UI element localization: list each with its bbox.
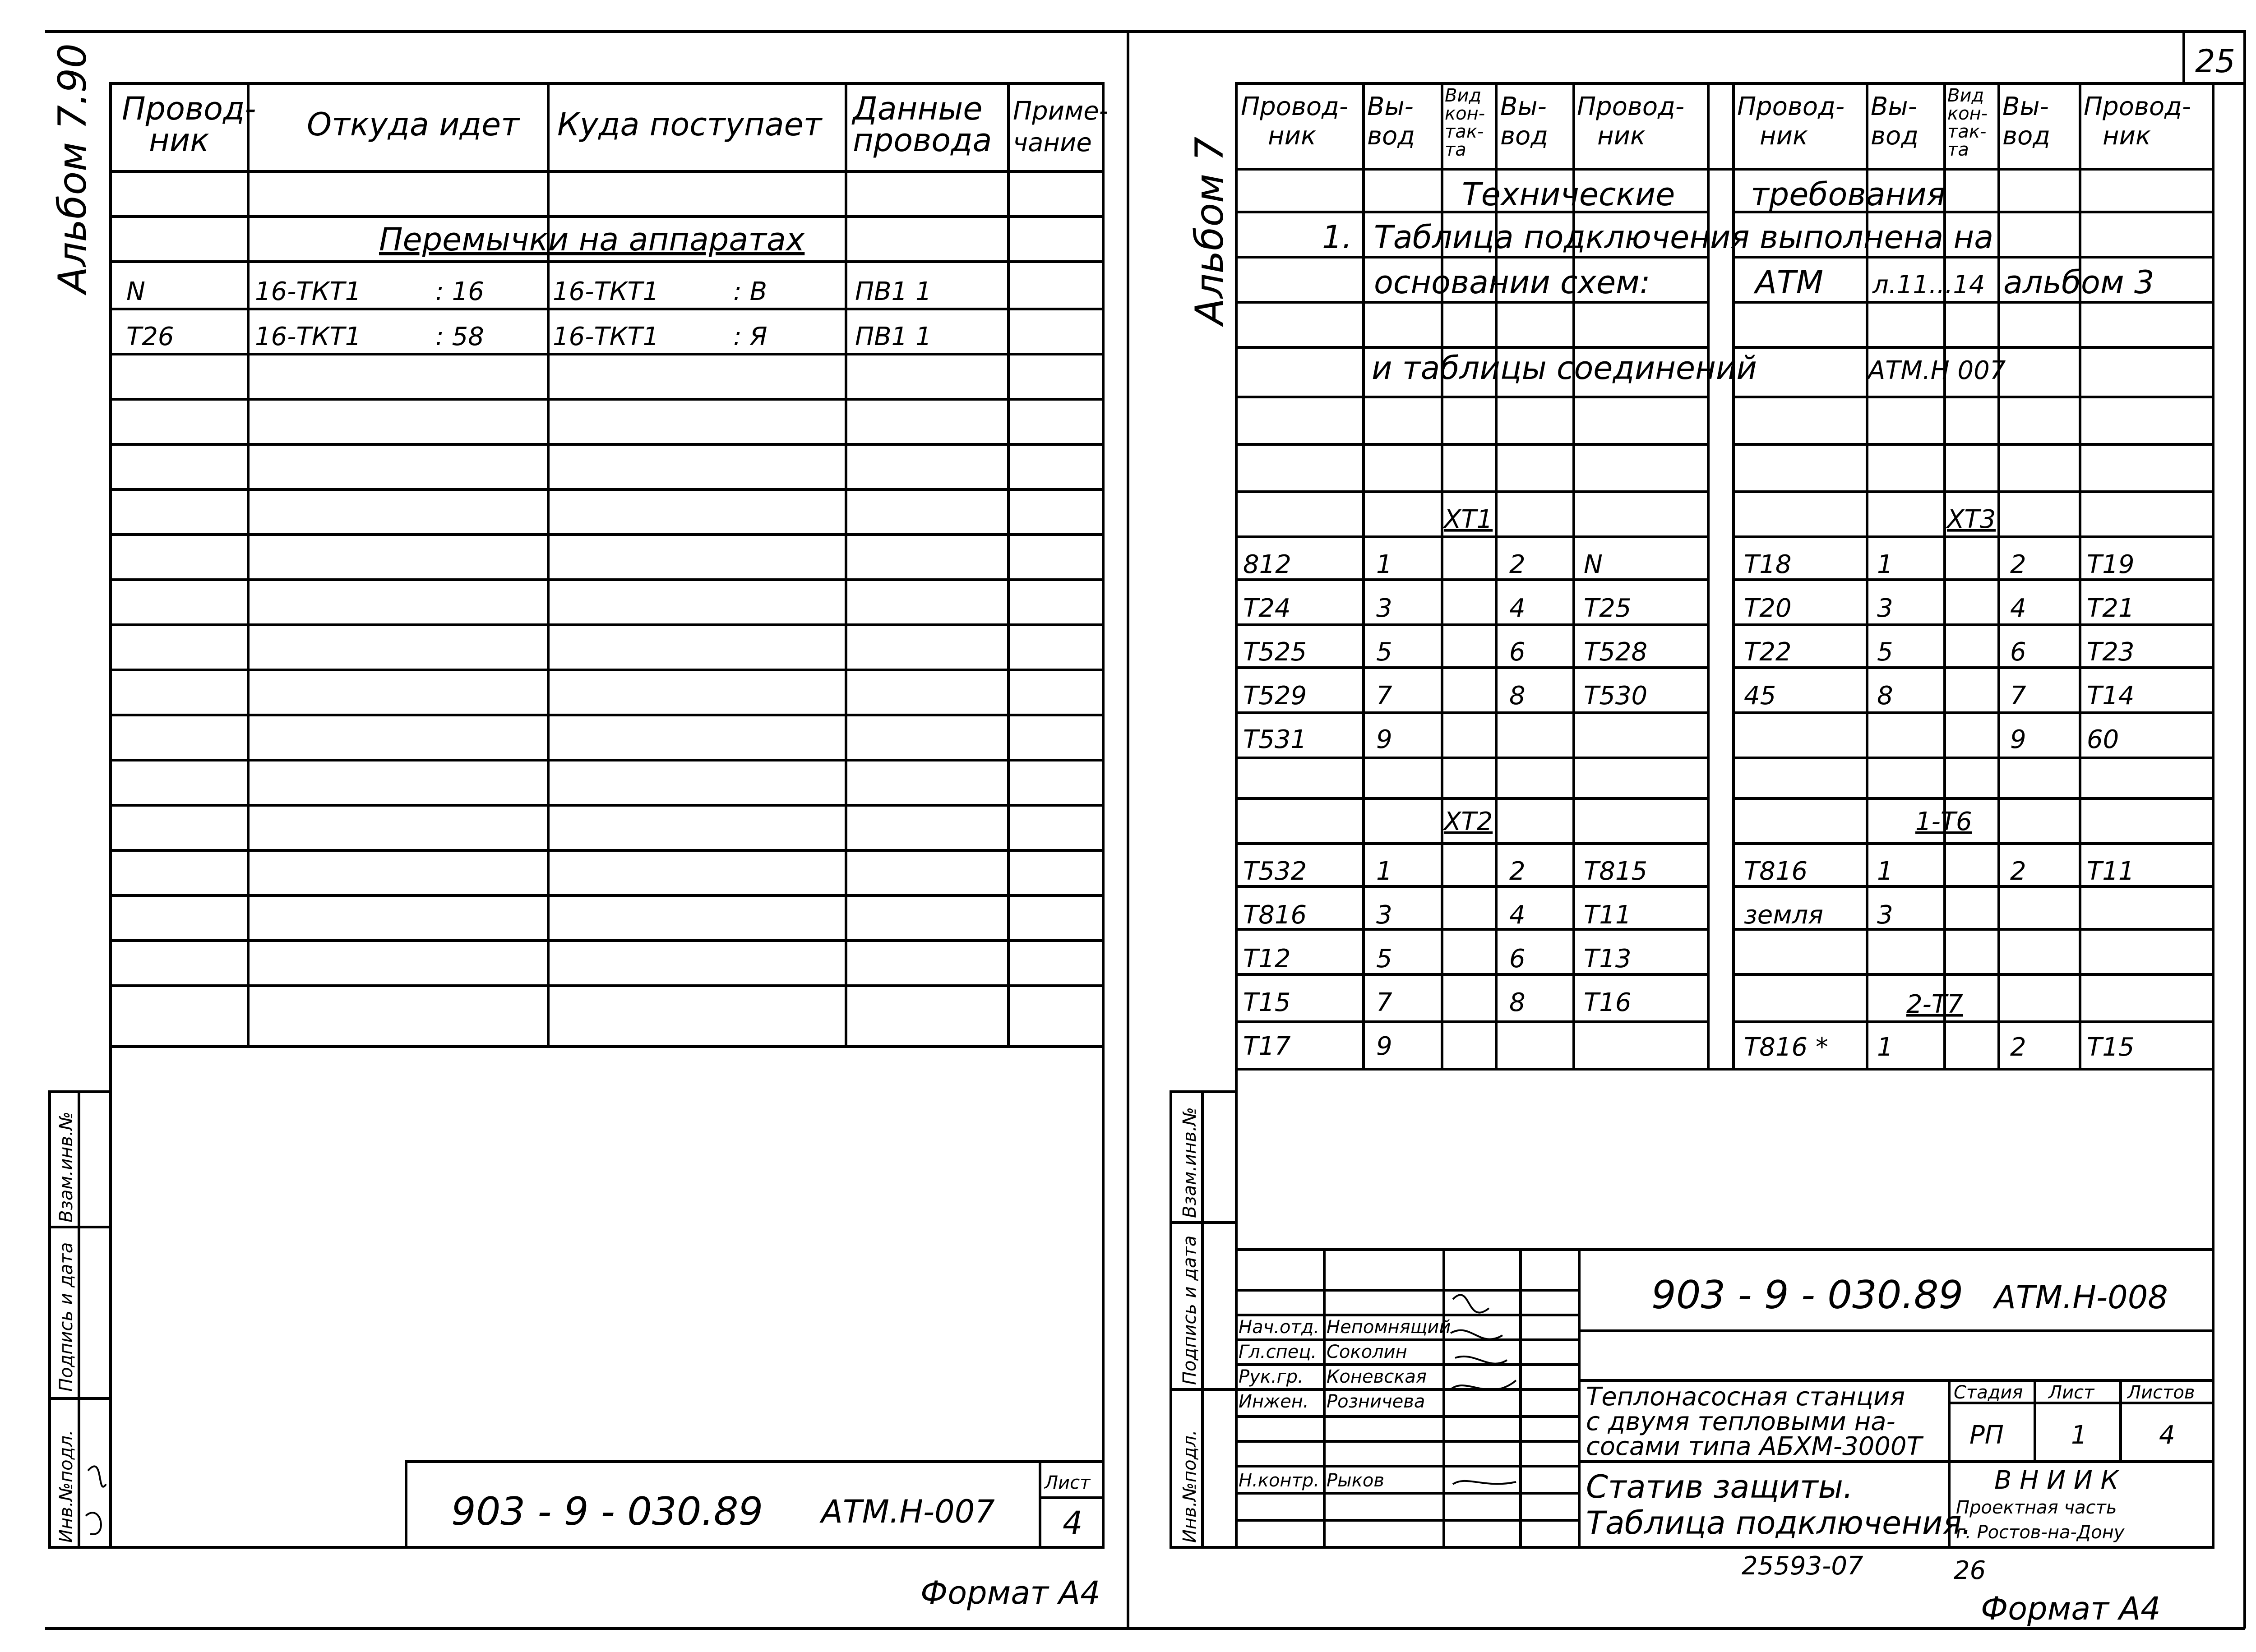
- project-title-2: с двумя тепловыми на-: [1586, 1407, 1895, 1436]
- right-format: Формат А4: [1981, 1590, 2161, 1627]
- right-page: [1171, 32, 2245, 1627]
- svg-text:чание: чание: [1013, 128, 1092, 157]
- req-line3a: и таблицы соединений: [1372, 350, 1757, 387]
- name-3: Коневская: [1327, 1366, 1427, 1387]
- xt3-r2-c4: Т21: [2087, 594, 2135, 623]
- svg-text:так-: так-: [1947, 121, 1987, 142]
- role-2: Гл.спец.: [1239, 1342, 1317, 1362]
- left-row-2-from-dev: 16-ТКТ1: [255, 322, 361, 351]
- req-line2a: основании схем:: [1374, 264, 1650, 301]
- left-header-wire: Провод-: [122, 90, 256, 127]
- svg-text:вод: вод: [1871, 121, 1919, 151]
- right-side-sign: Подпись и дата: [1179, 1235, 1200, 1385]
- svg-text:Вы-: Вы-: [1871, 92, 1917, 121]
- sheets-value: 4: [2159, 1421, 2175, 1450]
- left-side-inv: Инв.№подл.: [56, 1430, 77, 1543]
- xt3-r1-c1: Т18: [1744, 550, 1792, 579]
- left-header-note: Приме-: [1013, 97, 1108, 126]
- xt1-r1-c2: 1: [1376, 550, 1392, 579]
- xt3-r2-c2: 3: [1877, 594, 1893, 623]
- left-header-to: Куда поступает: [557, 106, 822, 143]
- t7-r1-c2: 1: [1877, 1033, 1893, 1062]
- xt3-label: ХТ3: [1947, 505, 1996, 534]
- xt3-r4-c3: 7: [2010, 681, 2026, 711]
- t6-r2-c1: земля: [1744, 900, 1823, 930]
- svg-text:Вы-: Вы-: [2002, 92, 2049, 121]
- xt2-r3-c2: 5: [1376, 944, 1392, 974]
- left-stamp-code: 903 - 9 - 030.89: [451, 1489, 763, 1534]
- req-line2b: АТМ: [1755, 264, 1824, 301]
- xt2-r1-c3: 2: [1509, 857, 1526, 886]
- xt3-r2-c3: 4: [2010, 594, 2026, 623]
- req-line2d: альбом 3: [2003, 264, 2154, 301]
- xt3-r1-c4: Т19: [2087, 550, 2135, 579]
- stage-value: РП: [1969, 1421, 2004, 1450]
- xt1-r4-c1: Т529: [1243, 681, 1307, 711]
- left-section-title: Перемычки на аппаратах: [379, 221, 805, 258]
- xt3-r1-c3: 2: [2010, 550, 2026, 579]
- name-5: Рыков: [1327, 1470, 1384, 1491]
- project-title-1: Теплонасосная станция: [1586, 1382, 1905, 1412]
- xt2-r1-c4: Т815: [1584, 857, 1648, 886]
- req-line1: Таблица подключения выполнена на: [1374, 219, 1994, 256]
- xt2-r2-c3: 4: [1509, 900, 1526, 930]
- xt1-r3-c1: Т525: [1243, 637, 1307, 667]
- xt2-r4-c2: 7: [1376, 988, 1392, 1017]
- below-stamp-a: 25593-07: [1742, 1551, 1863, 1581]
- left-format: Формат А4: [920, 1574, 1100, 1611]
- left-row-1-to-pin: : В: [733, 277, 767, 306]
- xt1-r4-c4: Т530: [1584, 681, 1648, 711]
- right-hdr-l-wire-a: Провод-: [1241, 92, 1349, 121]
- t6-label: 1-Т6: [1915, 807, 1972, 836]
- svg-text:кон-: кон-: [1947, 103, 1988, 124]
- xt1-r1-c4: N: [1584, 550, 1603, 579]
- left-row-2-to-dev: 16-ТКТ1: [553, 322, 659, 351]
- xt1-r5-c1: Т531: [1243, 725, 1307, 754]
- role-1: Нач.отд.: [1239, 1317, 1320, 1338]
- tech-title-a: Технические: [1462, 176, 1675, 213]
- xt2-r2-c1: Т816: [1243, 900, 1307, 930]
- sheet-label: Лист: [2048, 1382, 2094, 1403]
- t7-r1-c4: Т15: [2087, 1033, 2135, 1062]
- xt3-r3-c2: 5: [1877, 637, 1893, 667]
- left-row-1-from-pin: : 16: [435, 277, 484, 306]
- xt3-r4-c1: 45: [1744, 681, 1776, 711]
- below-stamp-b: 26: [1954, 1556, 1986, 1585]
- xt2-r1-c1: Т532: [1243, 857, 1307, 886]
- t7-label: 2-Т7: [1906, 990, 1963, 1019]
- xt1-label: ХТ1: [1444, 505, 1493, 534]
- svg-text:кон-: кон-: [1445, 103, 1485, 124]
- left-row-2-wire: Т26: [126, 322, 174, 351]
- xt2-r4-c1: Т15: [1243, 988, 1291, 1017]
- svg-text:Провод-: Провод-: [1577, 92, 1685, 121]
- xt2-label: ХТ2: [1444, 807, 1493, 836]
- left-stamp-doc: АТМ.Н-007: [821, 1493, 995, 1530]
- left-row-1-to-dev: 16-ТКТ1: [553, 277, 659, 306]
- name-2: Соколин: [1327, 1342, 1407, 1362]
- left-side-sign: Подпись и дата: [56, 1242, 77, 1392]
- xt3-r5-c4: 60: [2087, 725, 2119, 754]
- xt1-r1-c1: 812: [1243, 550, 1291, 579]
- xt3-r3-c3: 6: [2010, 637, 2026, 667]
- svg-text:Вы-: Вы-: [1500, 92, 1547, 121]
- svg-text:ник: ник: [1597, 121, 1646, 151]
- svg-text:провода: провода: [853, 122, 992, 159]
- req-num: 1.: [1322, 219, 1352, 256]
- xt3-r4-c4: Т14: [2087, 681, 2135, 711]
- t7-r1-c1: Т816 *: [1744, 1033, 1828, 1062]
- svg-text:Провод-: Провод-: [2084, 92, 2191, 121]
- req-line3b: АТМ.Н 007: [1868, 356, 2006, 385]
- left-album-label: Альбом 7.90: [50, 43, 95, 293]
- xt1-r1-c3: 2: [1509, 550, 1526, 579]
- svg-text:та: та: [1947, 139, 1969, 160]
- xt1-r2-c2: 3: [1376, 594, 1392, 623]
- svg-text:так-: так-: [1445, 121, 1484, 142]
- role-4: Инжен.: [1239, 1391, 1309, 1412]
- xt2-r3-c1: Т12: [1243, 944, 1291, 974]
- xt1-r4-c3: 8: [1509, 681, 1526, 711]
- xt3-r5-c3: 9: [2010, 725, 2026, 754]
- sheet-title-2: Таблица подключения.: [1586, 1504, 1972, 1541]
- svg-text:вод: вод: [1500, 121, 1548, 151]
- t6-r1-c2: 1: [1877, 857, 1893, 886]
- role-3: Рук.гр.: [1239, 1366, 1304, 1387]
- t6-r1-c4: Т11: [2087, 857, 2135, 886]
- xt2-r3-c4: Т13: [1584, 944, 1632, 974]
- xt2-r2-c4: Т11: [1584, 900, 1632, 930]
- org-1: В Н И И К: [1994, 1466, 2119, 1495]
- left-side-signature: [86, 1466, 106, 1534]
- svg-text:Вид: Вид: [1445, 85, 1482, 106]
- org-3: г. Ростов-на-Дону: [1956, 1522, 2125, 1543]
- svg-text:ник: ник: [2103, 121, 2151, 151]
- t6-r1-c3: 2: [2010, 857, 2026, 886]
- right-album-label: Альбом 7: [1187, 136, 1232, 325]
- name-4: Розничева: [1327, 1391, 1425, 1412]
- xt3-r3-c4: Т23: [2087, 637, 2135, 667]
- t6-r1-c1: Т816: [1744, 857, 1808, 886]
- xt2-r4-c4: Т16: [1584, 988, 1632, 1017]
- xt2-r3-c3: 6: [1509, 944, 1526, 974]
- left-row-1-from-dev: 16-ТКТ1: [255, 277, 361, 306]
- right-stamp-code: 903 - 9 - 030.89: [1651, 1273, 1964, 1318]
- xt1-r3-c3: 6: [1509, 637, 1526, 667]
- left-row-1-wire: N: [126, 277, 145, 306]
- right-hdr-r-wire-a: Провод-: [1737, 92, 1845, 121]
- t7-r1-c3: 2: [2010, 1033, 2026, 1062]
- xt3-r1-c2: 1: [1877, 550, 1893, 579]
- right-hdr-l-pin: вод: [1367, 121, 1415, 151]
- xt1-r2-c4: Т25: [1584, 594, 1632, 623]
- xt1-r2-c1: Т24: [1243, 594, 1291, 623]
- left-side-replace: Взам.инв.№: [56, 1111, 77, 1223]
- name-1: Непомнящий: [1327, 1317, 1451, 1338]
- xt2-r2-c2: 3: [1376, 900, 1392, 930]
- project-title-3: сосами типа АБХМ-3000Т: [1586, 1432, 1922, 1461]
- right-stamp-doc: АТМ.Н-008: [1994, 1279, 2168, 1316]
- right-page-no: 25: [2195, 43, 2236, 80]
- right-side-replace: Взам.инв.№: [1179, 1107, 1200, 1218]
- sheets-label: Листов: [2127, 1382, 2195, 1403]
- left-header-from: Откуда идет: [307, 106, 519, 143]
- left-row-2-to-pin: : Я: [733, 322, 767, 351]
- left-row-1-data: ПВ1 1: [855, 277, 932, 306]
- tech-title-b: требования: [1751, 176, 1946, 213]
- right-hdr-l-contact: та: [1445, 139, 1466, 160]
- xt2-r1-c2: 1: [1376, 857, 1392, 886]
- svg-text:вод: вод: [2002, 121, 2050, 151]
- left-header-data: Данные: [853, 90, 983, 127]
- xt2-r4-c3: 8: [1509, 988, 1526, 1017]
- xt1-r3-c2: 5: [1376, 637, 1392, 667]
- svg-text:Вид: Вид: [1947, 85, 1984, 106]
- left-row-2-from-pin: : 58: [435, 322, 484, 351]
- xt2-r5-c2: 9: [1376, 1032, 1392, 1061]
- xt2-r5-c1: Т17: [1243, 1032, 1291, 1061]
- left-sheet-label: Лист: [1045, 1472, 1091, 1493]
- svg-text:Вы-: Вы-: [1367, 92, 1414, 121]
- svg-text:ник: ник: [1268, 121, 1316, 151]
- xt1-r4-c2: 7: [1376, 681, 1392, 711]
- xt3-r4-c2: 8: [1877, 681, 1893, 711]
- sheet-title-1: Статив защиты.: [1586, 1468, 1854, 1505]
- right-side-inv: Инв.№подл.: [1179, 1430, 1200, 1543]
- left-sheet-no: 4: [1063, 1504, 1083, 1541]
- req-line2c: л.11...14: [1872, 270, 1985, 300]
- role-5: Н.контр.: [1239, 1470, 1319, 1491]
- svg-text:ник: ник: [1760, 121, 1808, 151]
- left-page: [50, 43, 1108, 1611]
- xt1-r5-c2: 9: [1376, 725, 1392, 754]
- sheet-value: 1: [2071, 1421, 2087, 1450]
- xt1-r3-c4: Т528: [1584, 637, 1648, 667]
- org-2: Проектная часть: [1956, 1497, 2117, 1518]
- svg-text:ник: ник: [149, 122, 209, 159]
- xt3-r2-c1: Т20: [1744, 594, 1792, 623]
- left-row-2-data: ПВ1 1: [855, 322, 932, 351]
- xt1-r2-c3: 4: [1509, 594, 1526, 623]
- stage-label: Стадия: [1954, 1382, 2023, 1403]
- t6-r2-c2: 3: [1877, 900, 1893, 930]
- xt3-r3-c1: Т22: [1744, 637, 1792, 667]
